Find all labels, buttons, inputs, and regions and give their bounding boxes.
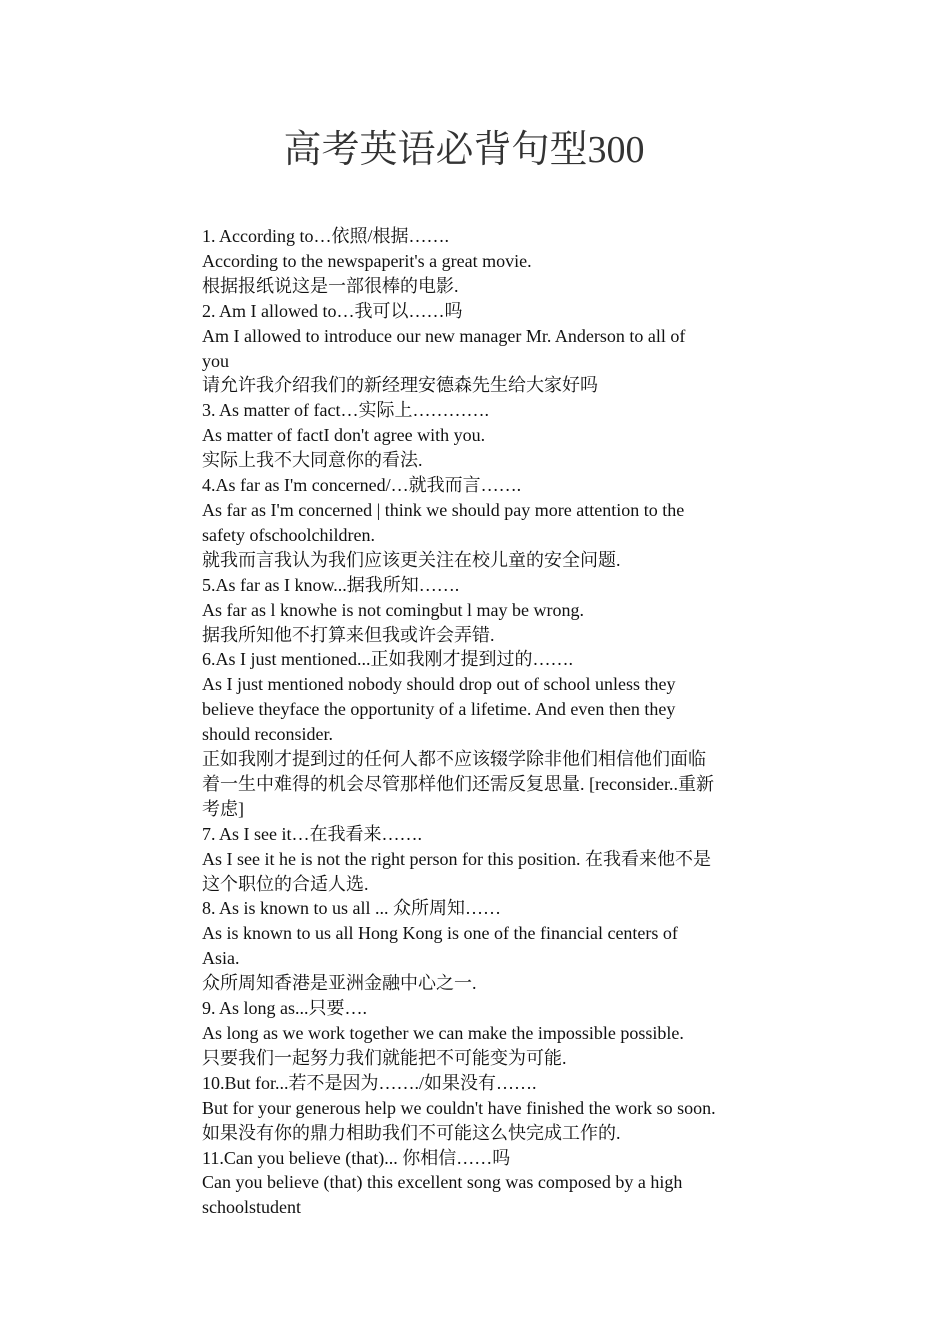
text-line: As matter of factI don't agree with you. bbox=[202, 425, 486, 446]
text-line: As long as we work together we can make the impossible possible. bbox=[202, 1023, 684, 1043]
text-line: As is known to us all Hong Kong is one of the financial centers of bbox=[202, 923, 678, 944]
text-line: 考虑] bbox=[202, 798, 244, 819]
text-line: safety ofschoolchildren. bbox=[202, 524, 375, 545]
text-line: As far as I'm concerned | think we should pay more attention to the bbox=[202, 499, 685, 520]
text-line: As I just mentioned nobody should drop out of school unless they bbox=[202, 674, 676, 695]
text-line: But for your generous help we couldn't have finished the work so soon. bbox=[202, 1097, 716, 1118]
text-line: 众所周知香港是亚洲金融中心之一. bbox=[202, 973, 477, 994]
text-line: According to the newspaperit's a great movie. bbox=[202, 250, 532, 271]
text-line: 只要我们一起努力我们就能把不可能变为可能. bbox=[202, 1047, 567, 1068]
text-line: 1. According to…依照/根据……. bbox=[202, 226, 449, 246]
text-line: 如果没有你的鼎力相助我们不可能这么快完成工作的. bbox=[202, 1122, 621, 1143]
text-line: 着一生中难得的机会尽管那样他们还需反复思量. [reconsider..重新 bbox=[202, 773, 714, 794]
text-line: believe theyface the opportunity of a lifetime. And even then they bbox=[202, 699, 676, 720]
text-line: should reconsider. bbox=[202, 724, 333, 745]
text-line: 请允许我介绍我们的新经理安德森先生给大家好吗 bbox=[202, 375, 598, 396]
text-line: As far as l knowhe is not comingbut l may be wrong. bbox=[202, 599, 584, 620]
text-line: 这个职位的合适人选. bbox=[202, 873, 369, 894]
text-line: 8. As is known to us all ... 众所周知…… bbox=[202, 898, 502, 919]
document-title: 高考英语必背句型300 bbox=[283, 129, 645, 171]
text-line: 7. As I see it…在我看来……. bbox=[202, 823, 422, 844]
document-body bbox=[202, 224, 754, 1220]
text-line: Can you believe (that) this excellent song was composed by a high bbox=[202, 1172, 683, 1193]
text-line: 就我而言我认为我们应该更关注在校儿童的安全问题. bbox=[202, 549, 621, 570]
text-line: As I see it he is not the right person for this position. 在我看来他不是 bbox=[202, 848, 711, 869]
text-line: 根据报纸说这是一部很棒的电影. bbox=[202, 275, 459, 296]
text-line: schoolstudent bbox=[202, 1197, 301, 1218]
text-line: 11.Can you believe (that)... 你相信……吗 bbox=[202, 1147, 511, 1168]
text-line: 4.As far as I'm concerned/…就我而言……. bbox=[202, 475, 522, 496]
text-line: 5.As far as I know...据我所知……. bbox=[202, 574, 460, 595]
text-line: 正如我刚才提到过的任何人都不应该辍学除非他们相信他们面临 bbox=[202, 749, 706, 770]
text-line: 9. As long as...只要…. bbox=[202, 998, 368, 1019]
text-line: Asia. bbox=[202, 948, 240, 969]
text-line: 3. As matter of fact…实际上…………. bbox=[202, 400, 489, 421]
text-line: 10.But for...若不是因为……./如果没有……. bbox=[202, 1072, 537, 1093]
text-line: 6.As I just mentioned...正如我刚才提到过的……. bbox=[202, 649, 573, 670]
text-line: 2. Am I allowed to…我可以……吗 bbox=[202, 300, 463, 321]
text-line: Am I allowed to introduce our new manager Mr. Anderson to all of bbox=[202, 325, 686, 346]
text-line: 据我所知他不打算来但我或许会弄错. bbox=[202, 624, 495, 645]
text-line: you bbox=[202, 350, 229, 371]
text-line: 实际上我不大同意你的看法. bbox=[202, 450, 423, 471]
